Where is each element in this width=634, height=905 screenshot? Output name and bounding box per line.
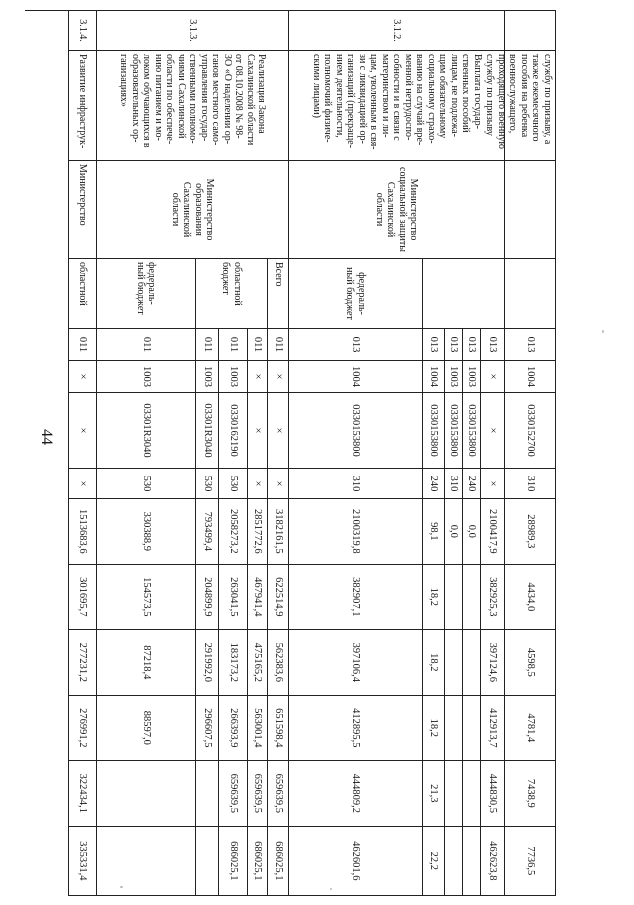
code-a-4 (504, 469, 555, 499)
code-e-4-text: 240 (428, 475, 440, 492)
code-h-1-text: 011 (252, 336, 264, 353)
code-a-2-text: 1004 (524, 366, 536, 387)
value-i-1-text: 2058273,2 (227, 508, 239, 554)
value-j-3 (195, 630, 218, 696)
code-c-1-text: 013 (466, 336, 478, 353)
value-i-3-text: 183173,2 (227, 642, 239, 682)
value-d-5 (444, 761, 462, 827)
value-d-6 (444, 827, 462, 897)
row-3-1-1-exec (504, 161, 555, 259)
value-i-5 (218, 761, 247, 827)
value-c-3 (462, 630, 480, 696)
value-h-3-text: 475165,2 (252, 642, 264, 682)
value-g-2-text: 622514,9 (272, 577, 284, 617)
value-g-4-text: 651598,4 (272, 708, 284, 748)
value-f-5 (288, 761, 422, 827)
code-g-1 (267, 329, 288, 361)
row-3-1-2-executor (288, 161, 504, 259)
row-3-1-2-num-text: 3.1.2. (391, 19, 403, 42)
code-c-3 (462, 393, 480, 469)
value-k-1 (96, 499, 195, 565)
code-j-2 (195, 361, 218, 393)
value-f-4 (288, 696, 422, 762)
value-d-1 (444, 499, 462, 565)
code-h-2 (247, 361, 267, 393)
value-b-6-text: 462623,8 (487, 841, 499, 881)
code-g-3 (267, 393, 288, 469)
value-b-3-text: 397124,6 (487, 642, 499, 682)
value-a-1-text: 28989,3 (524, 514, 536, 549)
row-3-1-4-executor (68, 161, 96, 259)
row-3-1-2-name-text: Выплата государ- ственных пособий лицам, не подлежа- щим обязательному социальному страхо- ванию на случай вре- менной нетрудоспо- собности и в связи с материнством и ли- цам, уволенным в свя- зи с ликвидацией ор- ганизаций (прекраще- нием деятельности, полномочий физиче- скими лицами) (310, 54, 483, 150)
value-h-5 (247, 761, 267, 827)
value-e-3 (422, 630, 444, 696)
code-f-2-text: 1004 (350, 366, 362, 387)
row-3-1-4-executor-text: Министерство (77, 164, 89, 226)
code-g-4 (267, 469, 288, 499)
row-3-1-3-src-total (267, 259, 288, 329)
value-g-3 (267, 630, 288, 696)
row-3-1-1-name (484, 51, 555, 161)
code-f-4 (288, 469, 422, 499)
value-l-3 (68, 630, 96, 696)
value-a-3-text: 4598,5 (524, 647, 536, 677)
value-i-6 (218, 827, 247, 897)
row-3-1-2-src-blank (422, 259, 504, 329)
value-i-2 (218, 565, 247, 631)
value-g-4 (267, 696, 288, 762)
code-j-1-text: 011 (201, 336, 213, 353)
code-j-2-text: 1003 (201, 366, 213, 387)
value-a-6 (504, 827, 555, 897)
code-c-1 (462, 329, 480, 361)
value-c-1-text: 0,0 (466, 524, 478, 538)
value-b-4 (480, 696, 504, 762)
value-e-1 (422, 499, 444, 565)
value-f-1 (288, 499, 422, 565)
code-e-4 (422, 469, 444, 499)
value-l-5-text: 322434,1 (77, 773, 89, 813)
value-k-2-text: 154573,5 (140, 577, 152, 617)
code-f-2 (288, 361, 422, 393)
value-e-2-text: 18,2 (428, 587, 440, 606)
code-b-1-text: 013 (487, 336, 499, 353)
code-h-3 (247, 393, 267, 469)
code-h-3-text: × (252, 427, 264, 434)
value-b-3 (480, 630, 504, 696)
row-3-1-3-num-text: 3.1.3. (187, 19, 199, 42)
value-e-6-text: 22,2 (428, 851, 440, 870)
code-i-1-text: 011 (227, 336, 239, 353)
value-l-1 (68, 499, 96, 565)
row-3-1-4-name-text: Развитие инфраструк- (77, 54, 89, 149)
row-3-1-1-src (504, 259, 555, 329)
value-e-1-text: 98,1 (428, 522, 440, 541)
value-k-5 (96, 761, 195, 827)
code-b-3-text: × (487, 427, 499, 434)
code-a-1 (504, 329, 555, 361)
value-i-3 (218, 630, 247, 696)
value-d-4 (444, 696, 462, 762)
code-g-3-text: × (272, 427, 284, 434)
code-f-1 (288, 329, 422, 361)
code-l-3-text: × (77, 427, 89, 434)
value-a-4-text: 4781,4 (524, 713, 536, 743)
value-h-2 (247, 565, 267, 631)
value-k-1-text: 330388,9 (140, 511, 152, 551)
code-f-1-text: 013 (350, 336, 362, 353)
code-k-4 (96, 469, 195, 499)
code-g-1-text: 011 (272, 336, 284, 353)
value-h-6-text: 686025,1 (252, 841, 264, 881)
code-d-4 (444, 469, 462, 499)
code-j-4-text: 530 (201, 475, 213, 492)
value-l-5 (68, 761, 96, 827)
code-c-3-text: 0330153800 (466, 404, 478, 457)
code-e-3-text: 0330153800 (428, 404, 440, 457)
value-h-3 (247, 630, 267, 696)
code-a-4-text: 310 (524, 475, 536, 492)
value-l-4-text: 276991,2 (77, 708, 89, 748)
code-e-1-text: 013 (428, 336, 440, 353)
value-d-2 (444, 565, 462, 631)
value-i-6-text: 686025,1 (227, 841, 239, 881)
code-g-2-text: × (272, 373, 284, 380)
value-e-6 (422, 827, 444, 897)
code-k-2-text: 1003 (140, 366, 152, 387)
value-h-1 (247, 499, 267, 565)
value-b-4-text: 412913,7 (487, 708, 499, 748)
value-i-2-text: 263041,5 (227, 577, 239, 617)
value-l-4 (68, 696, 96, 762)
code-h-4 (247, 469, 267, 499)
code-a-1-text: 013 (524, 336, 536, 353)
code-e-1 (422, 329, 444, 361)
code-d-3-text: 0330153800 (448, 404, 460, 457)
code-l-1 (68, 329, 96, 361)
code-k-4-text: 530 (140, 475, 152, 492)
code-b-1 (480, 329, 504, 361)
value-e-2 (422, 565, 444, 631)
code-h-2-text: × (252, 373, 264, 380)
code-g-4-text: × (272, 480, 284, 487)
code-h-1 (247, 329, 267, 361)
code-f-3 (288, 393, 422, 469)
value-l-3-text: 277231,2 (77, 642, 89, 682)
code-j-4 (195, 469, 218, 499)
value-i-4 (218, 696, 247, 762)
value-f-6 (288, 827, 422, 897)
code-d-4-text: 310 (448, 475, 460, 492)
value-a-4 (504, 696, 555, 762)
code-j-3-text: 03301R3040 (201, 403, 213, 458)
budget-table (25, 10, 556, 896)
value-g-6 (267, 827, 288, 897)
row-3-1-3-src-federal (96, 259, 195, 329)
value-j-4 (195, 696, 218, 762)
value-a-2-text: 4434,0 (524, 582, 536, 612)
row-3-1-4-name (68, 51, 96, 161)
value-l-6 (68, 827, 96, 897)
value-k-6 (96, 827, 195, 897)
value-b-1 (480, 499, 504, 565)
code-i-3-text: 0330162190 (227, 404, 239, 457)
code-b-2 (480, 361, 504, 393)
value-a-5-text: 7438,9 (524, 778, 536, 808)
row-3-1-3-src-federal-text: федераль- ный бюджет (135, 262, 158, 315)
row-3-1-2-source-text: федераль- ный бюджет (344, 267, 367, 320)
value-h-2-text: 467941,4 (252, 577, 264, 617)
value-e-5 (422, 761, 444, 827)
value-e-4-text: 18,2 (428, 718, 440, 737)
code-l-4-text: × (77, 480, 89, 487)
value-f-3 (288, 630, 422, 696)
value-i-1 (218, 499, 247, 565)
value-e-3-text: 18,2 (428, 653, 440, 672)
value-h-4 (247, 696, 267, 762)
code-e-2-text: 1004 (428, 366, 440, 387)
value-i-5-text: 659639,5 (227, 773, 239, 813)
code-j-1 (195, 329, 218, 361)
code-k-1 (96, 329, 195, 361)
value-b-6 (480, 827, 504, 897)
row-3-1-1-name-text: службу по призыву, а также ежемесячного пособия на ребенка военнослужащего, проходящего военную службу по призыву (484, 54, 553, 149)
value-d-3 (444, 630, 462, 696)
value-j-4-text: 296607,5 (201, 708, 213, 748)
value-a-6-text: 7736,5 (524, 846, 536, 876)
code-i-2-text: 1003 (227, 366, 239, 387)
value-f-5-text: 444809,2 (350, 773, 362, 813)
value-k-4 (96, 696, 195, 762)
scan-speck (330, 888, 332, 890)
row-3-1-3-src-oblast (195, 259, 267, 329)
code-b-4-text: × (487, 480, 499, 487)
row-3-1-4-num-text: 3.1.4. (77, 19, 89, 42)
value-b-1-text: 2100417,9 (487, 508, 499, 554)
code-a-3 (504, 393, 555, 469)
code-c-2 (462, 361, 480, 393)
value-h-4-text: 563001,4 (252, 708, 264, 748)
value-k-3-text: 87218,4 (140, 645, 152, 680)
value-c-5 (462, 761, 480, 827)
value-f-4-text: 412895,5 (350, 708, 362, 748)
value-j-2 (195, 565, 218, 631)
value-e-4 (422, 696, 444, 762)
value-a-2 (504, 565, 555, 631)
code-d-2 (444, 361, 462, 393)
code-c-4 (462, 469, 480, 499)
code-b-4 (480, 469, 504, 499)
value-d-1-text: 0,0 (448, 524, 460, 538)
code-c-2-text: 1003 (466, 366, 478, 387)
value-f-2 (288, 565, 422, 631)
value-c-2 (462, 565, 480, 631)
value-h-6 (247, 827, 267, 897)
value-j-2-text: 204899,9 (201, 577, 213, 617)
value-e-5-text: 21,3 (428, 784, 440, 803)
value-f-6-text: 462601,6 (350, 841, 362, 881)
code-i-2 (218, 361, 247, 393)
value-c-6 (462, 827, 480, 897)
row-3-1-2-num (288, 11, 504, 51)
value-i-4-text: 266393,9 (227, 708, 239, 748)
code-l-3 (68, 393, 96, 469)
value-b-5 (480, 761, 504, 827)
value-b-2 (480, 565, 504, 631)
value-a-5 (504, 761, 555, 827)
code-a-3-text: 0330152700 (524, 404, 536, 457)
value-a-1 (504, 499, 555, 565)
code-e-2 (422, 361, 444, 393)
value-k-2 (96, 565, 195, 631)
code-l-2 (68, 361, 96, 393)
code-b-2-text: × (487, 373, 499, 380)
code-d-3 (444, 393, 462, 469)
page-number: 44 (38, 429, 55, 445)
code-l-2-text: × (77, 373, 89, 380)
scan-speck (120, 886, 123, 888)
value-g-6-text: 686025,1 (272, 841, 284, 881)
code-g-2 (267, 361, 288, 393)
row-3-1-3-num (96, 11, 288, 51)
value-b-5-text: 444830,5 (487, 773, 499, 813)
value-g-1-text: 3182161,5 (272, 508, 284, 554)
row-3-1-2-executor-text: Министерство социальной защиты Сахалинской области (374, 167, 420, 252)
value-j-3-text: 291992,0 (201, 642, 213, 682)
value-g-5 (267, 761, 288, 827)
code-c-4-text: 240 (466, 475, 478, 492)
code-d-1-text: 013 (448, 336, 460, 353)
code-j-3 (195, 393, 218, 469)
code-k-2 (96, 361, 195, 393)
value-b-2-text: 382925,3 (487, 577, 499, 617)
value-c-4 (462, 696, 480, 762)
value-f-2-text: 382907,1 (350, 577, 362, 617)
code-d-1 (444, 329, 462, 361)
value-f-3-text: 397106,4 (350, 642, 362, 682)
value-l-1-text: 1513683,6 (77, 508, 89, 554)
code-b-3 (480, 393, 504, 469)
code-i-4 (218, 469, 247, 499)
code-k-1-text: 011 (140, 336, 152, 353)
value-j-1 (195, 499, 218, 565)
value-c-1 (462, 499, 480, 565)
scan-speck (602, 330, 604, 333)
code-l-1-text: 011 (77, 336, 89, 353)
code-e-3 (422, 393, 444, 469)
code-d-2-text: 1003 (448, 366, 460, 387)
value-k-3 (96, 630, 195, 696)
value-g-5-text: 659639,5 (272, 773, 284, 813)
code-k-3-text: 03301R3040 (140, 403, 152, 458)
value-k-4-text: 88597,0 (140, 710, 152, 745)
code-i-4-text: 530 (227, 475, 239, 492)
row-3-1-3-executor (96, 161, 288, 259)
value-g-1 (267, 499, 288, 565)
code-i-3 (218, 393, 247, 469)
row-3-1-1-num (504, 11, 555, 51)
value-j-6 (195, 827, 218, 897)
row-3-1-3-name-text: Реализация Закона Сахалинской области от 08.10.2008 № 98- ЗО «О наделении ор- ганов местного само- управления государ- ственными полномо- чиями Сахалинской области по обеспече- нию питанием и мо- локом обучающихся в образовательных ор- ганизациях» (118, 54, 268, 148)
code-k-3 (96, 393, 195, 469)
value-j-1-text: 793499,4 (201, 511, 213, 551)
value-j-5 (195, 761, 218, 827)
code-h-4-text: × (252, 480, 264, 487)
code-a-2 (504, 361, 555, 393)
value-h-1-text: 2851772,6 (252, 508, 264, 554)
code-i-1 (218, 329, 247, 361)
row-3-1-3-executor-text: Министерство образования Сахалинской области (170, 178, 216, 241)
row-3-1-2-source (288, 259, 422, 329)
code-l-4 (68, 469, 96, 499)
value-a-3 (504, 630, 555, 696)
code-f-3-text: 0330153800 (350, 404, 362, 457)
row-3-1-3-src-oblast-text: областной бюджет (220, 262, 243, 306)
row-3-1-4-source (68, 259, 96, 329)
row-3-1-4-source-text: областной (77, 262, 89, 306)
value-l-2 (68, 565, 96, 631)
value-g-2 (267, 565, 288, 631)
row-3-1-4-num (68, 11, 96, 51)
row-3-1-3-name (96, 51, 288, 161)
value-l-6-text: 335331,4 (77, 841, 89, 881)
value-h-5-text: 659639,5 (252, 773, 264, 813)
value-g-3-text: 562383,6 (272, 642, 284, 682)
row-3-1-3-src-total-text: Всего (272, 262, 284, 287)
value-l-2-text: 301695,7 (77, 577, 89, 617)
code-f-4-text: 310 (350, 475, 362, 492)
row-3-1-2-name (288, 51, 504, 161)
value-f-1-text: 2100319,8 (350, 508, 362, 554)
